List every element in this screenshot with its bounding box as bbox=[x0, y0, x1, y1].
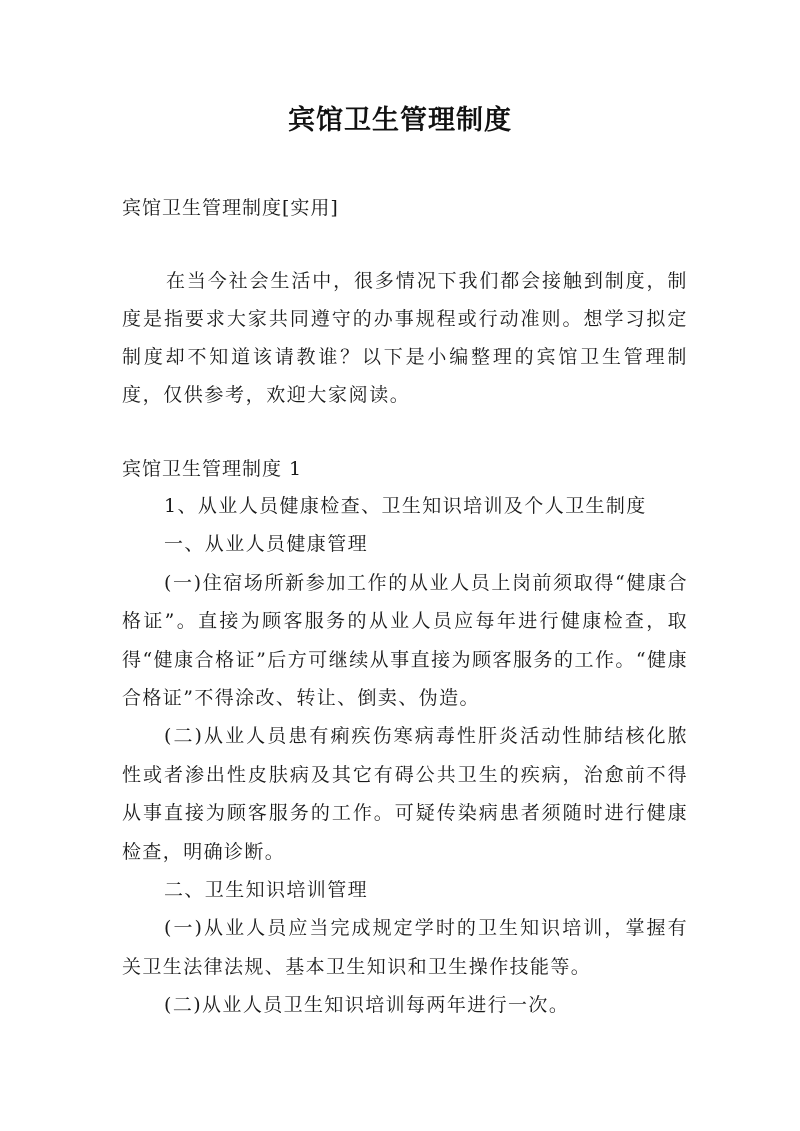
body-paragraph: (二)从业人员患有痢疾伤寒病毒性肝炎活动性肺结核化脓性或者渗出性皮肤病及其它有碍公共卫生的疾病，治愈前不得从事直接为顾客服务的工作。可疑传染病患者须随时进行健康检查，明确诊断。 bbox=[122, 725, 688, 863]
body-paragraph: (二)从业人员卫生知识培训每两年进行一次。 bbox=[164, 994, 570, 1017]
section-heading: 宾馆卫生管理制度 1 bbox=[122, 458, 303, 480]
body-paragraph: (一)住宿场所新参加工作的从业人员上岗前须取得“健康合格证”。直接为顾客服务的从业人员应每年进行健康检查，取得“健康合格证”后方可继续从事直接为顾客服务的工作。“健康合格证”不得涂改、转让、倒卖、伪造。 bbox=[122, 571, 688, 710]
document-title: 宾馆卫生管理制度 bbox=[288, 105, 512, 136]
section-body bbox=[122, 487, 688, 1025]
body-paragraph: (一)从业人员应当完成规定学时的卫生知识培训，掌握有关卫生法律法规、基本卫生知识和卫生操作技能等。 bbox=[122, 917, 688, 978]
clause-heading: 1、从业人员健康检查、卫生知识培训及个人卫生制度 bbox=[164, 495, 647, 517]
document-subtitle: 宾馆卫生管理制度[实用] bbox=[122, 197, 339, 219]
intro-paragraph: 在当今社会生活中，很多情况下我们都会接触到制度，制度是指要求大家共同遵守的办事规程或行动准则。想学习拟定制度却不知道该请教谁？以下是小编整理的宾馆卫生管理制度，仅供参考，欢迎大家阅读。 bbox=[122, 270, 688, 406]
subsection-heading: 二、卫生知识培训管理 bbox=[164, 879, 369, 902]
subsection-heading: 一、从业人员健康管理 bbox=[164, 533, 369, 556]
